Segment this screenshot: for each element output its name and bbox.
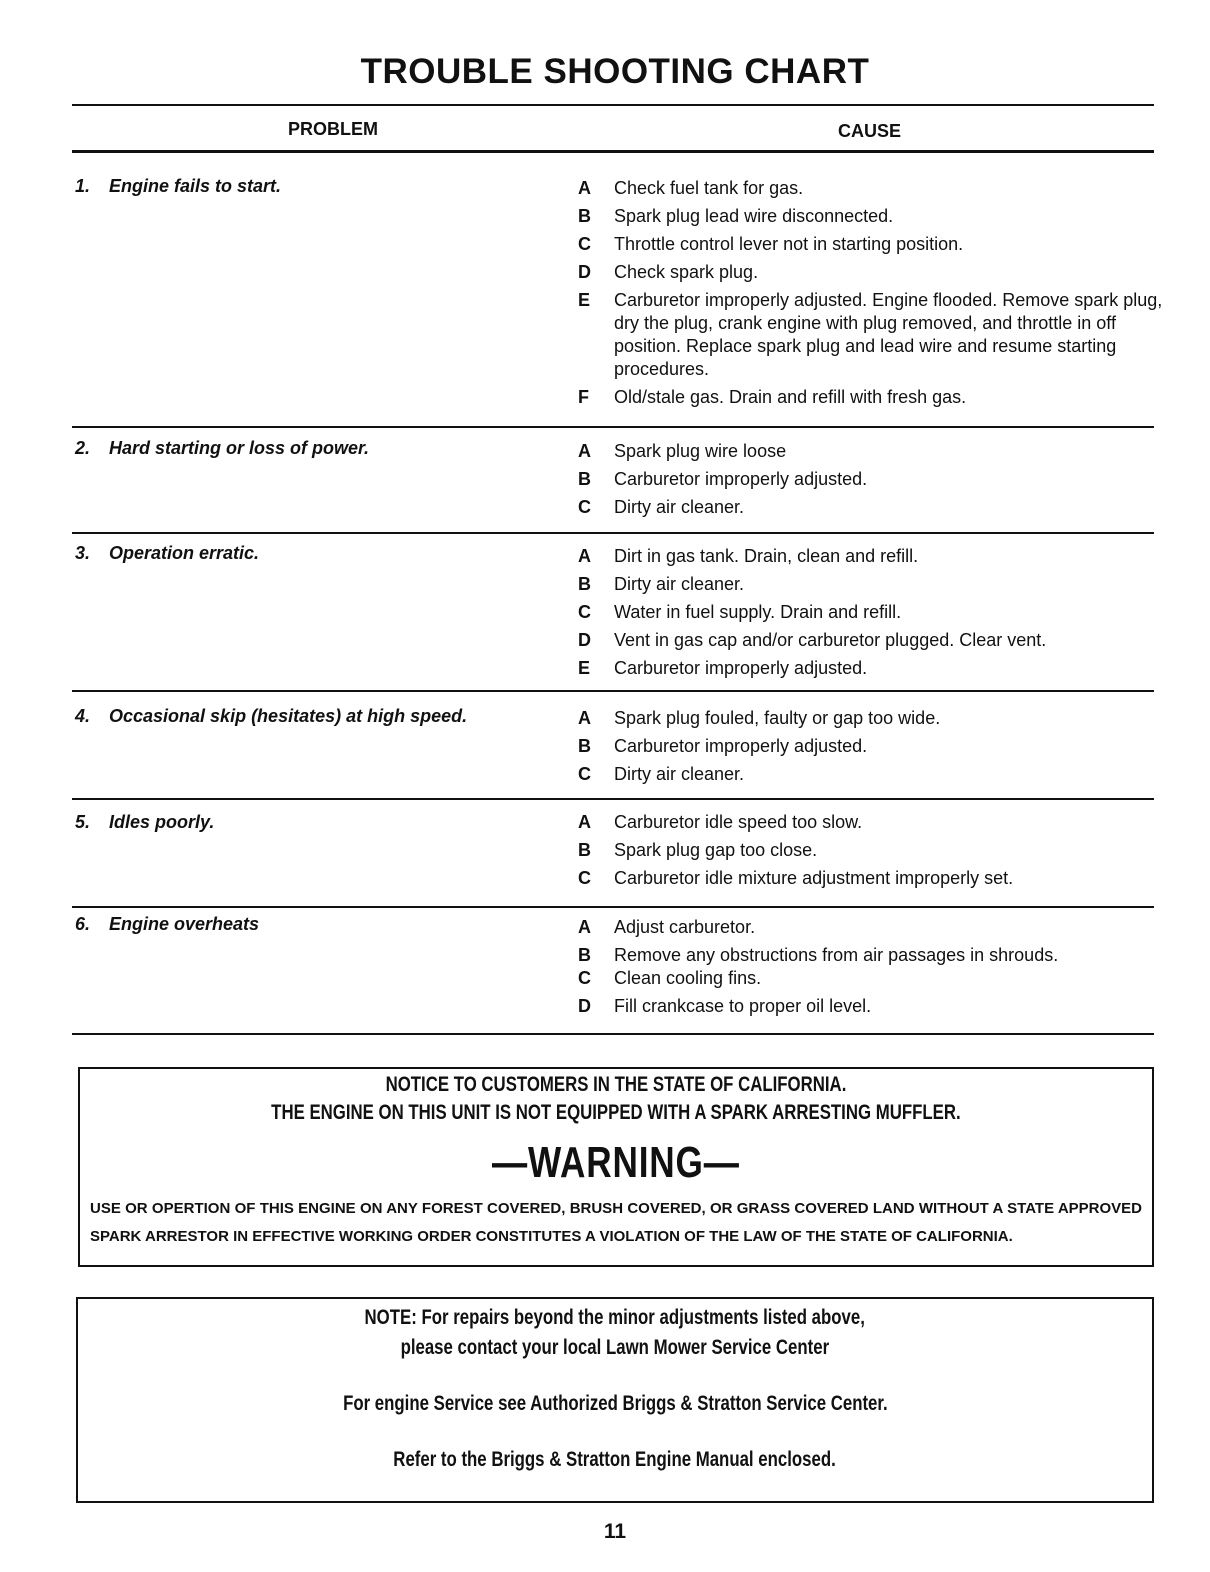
- cause-text: Spark plug lead wire disconnected.: [614, 206, 894, 226]
- causes-5: [578, 811, 1163, 895]
- cause-letter: C: [578, 764, 591, 784]
- note-line-2: please contact your local Lawn Mower Service Center: [400, 1336, 830, 1359]
- problem-text: Engine fails to start.: [109, 176, 282, 196]
- cause-letter: E: [578, 658, 591, 678]
- causes-4: [578, 707, 1163, 791]
- title-rule: [72, 104, 1154, 106]
- cause-text: Carburetor improperly adjusted.: [614, 469, 868, 489]
- cause-item: [578, 205, 1163, 228]
- cause-item: [578, 657, 1163, 680]
- cause-letter: C: [578, 497, 591, 517]
- cause-letter: A: [578, 708, 591, 728]
- cause-text: Carburetor idle speed too slow.: [614, 812, 863, 832]
- cause-letter: B: [578, 840, 591, 860]
- cause-letter: B: [578, 469, 591, 489]
- cause-item: [578, 735, 1163, 758]
- cause-item: [578, 601, 1163, 624]
- cause-item: [578, 440, 1163, 463]
- cause-letter: D: [578, 630, 591, 650]
- cause-item: [578, 545, 1163, 568]
- cause-letter: D: [578, 996, 591, 1016]
- problem-number: 1.: [75, 176, 91, 196]
- page-number: 11: [603, 1520, 627, 1543]
- problem-number: 3.: [75, 543, 91, 563]
- header-rule: [72, 150, 1154, 153]
- cause-text: Throttle control lever not in starting position.: [614, 234, 964, 254]
- cause-letter: A: [578, 917, 591, 937]
- cause-text: Fill crankcase to proper oil level.: [614, 996, 872, 1016]
- cause-item: [578, 707, 1163, 730]
- cause-letter: A: [578, 812, 591, 832]
- row-divider: [72, 532, 1154, 534]
- causes-6: [578, 916, 1163, 1023]
- page-title: TROUBLE SHOOTING CHART: [360, 52, 870, 91]
- problem-text: Operation erratic.: [109, 543, 260, 563]
- cause-text: Dirty air cleaner.: [614, 497, 745, 517]
- cause-text: Spark plug gap too close.: [614, 840, 818, 860]
- problem-text: Engine overheats: [109, 914, 260, 934]
- cause-item: [578, 944, 1163, 967]
- causes-2: [578, 440, 1163, 524]
- problem-number: 5.: [75, 812, 91, 832]
- cause-letter: F: [578, 387, 589, 407]
- cause-item: [578, 289, 1163, 381]
- problem-2: [75, 438, 369, 459]
- row-divider: [72, 798, 1154, 800]
- california-notice-box: [78, 1067, 1154, 1267]
- cause-item: [578, 386, 1163, 409]
- cause-letter: B: [578, 736, 591, 756]
- problem-1: [75, 176, 281, 197]
- cause-item: [578, 763, 1163, 786]
- cause-item: [578, 468, 1163, 491]
- cause-item: [578, 573, 1163, 596]
- cause-text: Spark plug wire loose: [614, 441, 787, 461]
- cause-item: [578, 233, 1163, 256]
- cause-item: [578, 995, 1163, 1018]
- cause-text: Spark plug fouled, faulty or gap too wide.: [614, 708, 941, 728]
- cause-letter: C: [578, 234, 591, 254]
- causes-1: [578, 177, 1163, 414]
- cause-letter: E: [578, 290, 591, 310]
- problem-5: [75, 812, 214, 833]
- cause-item: [578, 177, 1163, 200]
- header-problem: PROBLEM: [288, 119, 378, 139]
- cause-text: Check fuel tank for gas.: [614, 178, 804, 198]
- cause-letter: A: [578, 178, 591, 198]
- cause-letter: C: [578, 968, 591, 988]
- cause-item: [578, 811, 1163, 834]
- cause-text: Carburetor improperly adjusted. Engine flooded. Remove spark plug, dry the plug, crank engine with plug removed, and throttle in off position. Replace spark plug and lead wire and resume starting procedures.: [614, 290, 1163, 379]
- problem-number: 4.: [75, 706, 91, 726]
- cause-letter: B: [578, 206, 591, 226]
- cause-letter: B: [578, 945, 591, 965]
- cause-text: Carburetor improperly adjusted.: [614, 658, 868, 678]
- problem-6: [75, 914, 259, 935]
- cause-item: [578, 496, 1163, 519]
- cause-text: Check spark plug.: [614, 262, 759, 282]
- cause-letter: C: [578, 868, 591, 888]
- cause-text: Water in fuel supply. Drain and refill.: [614, 602, 902, 622]
- problem-text: Occasional skip (hesitates) at high speed.: [109, 706, 468, 726]
- cause-text: Vent in gas cap and/or carburetor plugged. Clear vent.: [614, 630, 1047, 650]
- header-cause: CAUSE: [838, 121, 902, 141]
- cause-letter: A: [578, 441, 591, 461]
- cause-item: [578, 916, 1163, 939]
- row-divider: [72, 906, 1154, 908]
- cause-text: Remove any obstructions from air passages in shrouds.: [614, 945, 1059, 965]
- row-divider: [72, 426, 1154, 428]
- cause-item: [578, 967, 1163, 990]
- cause-letter: A: [578, 546, 591, 566]
- cause-text: Dirty air cleaner.: [614, 764, 745, 784]
- cause-letter: B: [578, 574, 591, 594]
- cause-text: Clean cooling fins.: [614, 968, 762, 988]
- cause-item: [578, 867, 1163, 890]
- row-divider: [72, 690, 1154, 692]
- table-bottom-rule: [72, 1033, 1154, 1035]
- service-note-box: [76, 1297, 1154, 1503]
- cause-text: Dirt in gas tank. Drain, clean and refill.: [614, 546, 919, 566]
- problem-text: Idles poorly.: [109, 812, 215, 832]
- warning-text: USE OR OPERTION OF THIS ENGINE ON ANY FOREST COVERED, BRUSH COVERED, OR GRASS COVERED LAND WITHOUT A STATE APPROVED SPARK ARRESTOR IN EFFECTIVE WORKING ORDER CONSTITUTES A VIOLATION OF THE LAW OF THE STATE OF CALIFORNIA.: [90, 1200, 1142, 1245]
- causes-3: [578, 545, 1163, 685]
- cause-item: [578, 261, 1163, 284]
- cause-letter: C: [578, 602, 591, 622]
- problem-number: 6.: [75, 914, 91, 934]
- warning-title: —WARNING—: [492, 1138, 740, 1187]
- note-line-1: NOTE: For repairs beyond the minor adjustments listed above,: [364, 1306, 866, 1329]
- cause-text: Dirty air cleaner.: [614, 574, 745, 594]
- cause-text: Carburetor improperly adjusted.: [614, 736, 868, 756]
- note-line-3: For engine Service see Authorized Briggs & Stratton Service Center.: [342, 1392, 888, 1415]
- notice-line-1: NOTICE TO CUSTOMERS IN THE STATE OF CALIFORNIA.: [385, 1073, 847, 1096]
- cause-letter: D: [578, 262, 591, 282]
- problem-3: [75, 543, 259, 564]
- notice-line-2: THE ENGINE ON THIS UNIT IS NOT EQUIPPED WITH A SPARK ARRESTING MUFFLER.: [271, 1101, 961, 1124]
- cause-item: [578, 839, 1163, 862]
- cause-text: Old/stale gas. Drain and refill with fresh gas.: [614, 387, 967, 407]
- note-line-4: Refer to the Briggs & Stratton Engine Manual enclosed.: [393, 1448, 837, 1471]
- cause-item: [578, 629, 1163, 652]
- problem-number: 2.: [75, 438, 91, 458]
- problem-4: [75, 706, 467, 727]
- cause-text: Adjust carburetor.: [614, 917, 756, 937]
- problem-text: Hard starting or loss of power.: [109, 438, 370, 458]
- cause-text: Carburetor idle mixture adjustment improperly set.: [614, 868, 1014, 888]
